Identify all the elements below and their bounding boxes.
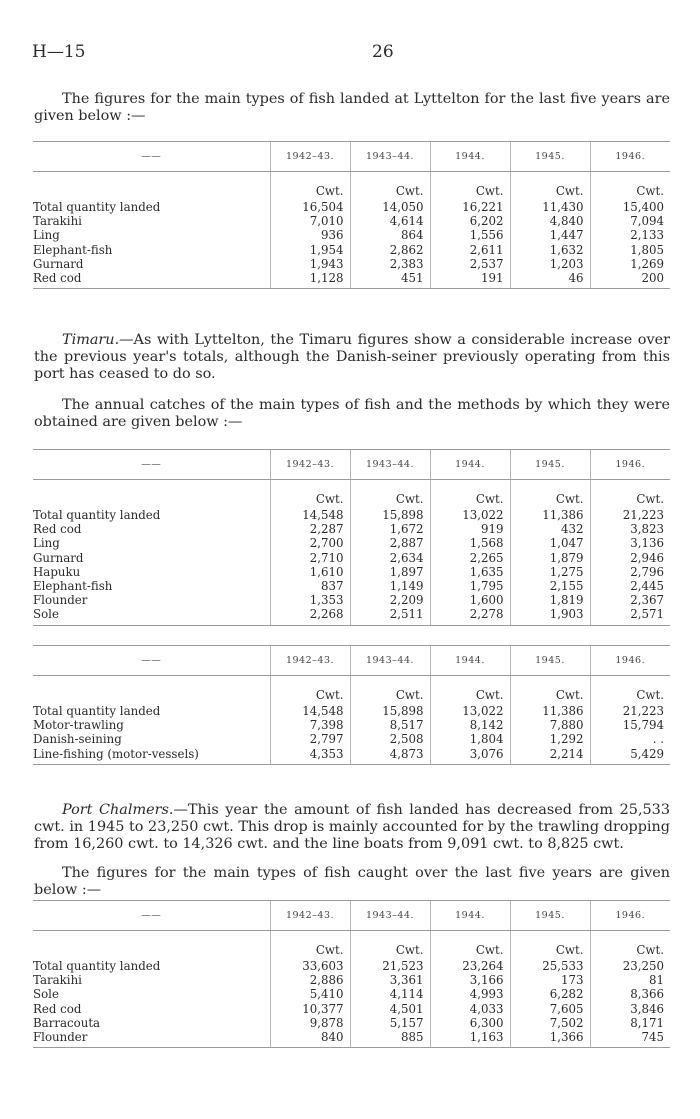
- year-header: 1946.: [590, 450, 670, 480]
- row-label: [33, 551, 270, 565]
- row-label-text: Flounder: [33, 1030, 88, 1045]
- cell-value: 33,603: [270, 959, 350, 973]
- cell-value: 2,133: [590, 228, 670, 242]
- cell-value: 13,022: [430, 508, 510, 522]
- row-label: [33, 214, 270, 228]
- cell-value: 3,846: [590, 1002, 670, 1016]
- cell-value: 2,511: [350, 607, 430, 625]
- table-row: [33, 747, 670, 765]
- table-row: [33, 214, 670, 228]
- table-row: [33, 228, 670, 242]
- cell-value: 4,614: [350, 214, 430, 228]
- cell-value: 2,946: [590, 551, 670, 565]
- page-header: [32, 42, 668, 66]
- cell-value: 5,157: [350, 1016, 430, 1030]
- cell-value: 9,878: [270, 1016, 350, 1030]
- row-label-text: Total quantity landed: [33, 508, 161, 522]
- table-row: [33, 551, 670, 565]
- cell-value: 4,873: [350, 747, 430, 765]
- cell-value: 1,149: [350, 579, 430, 593]
- unit-label: Cwt.: [270, 172, 350, 201]
- cell-value: 1,897: [350, 565, 430, 579]
- cell-value: 2,155: [510, 579, 590, 593]
- cell-value: 1,943: [270, 257, 350, 271]
- cell-value: 2,700: [270, 536, 350, 550]
- table-row: [33, 257, 670, 271]
- cell-value: 2,634: [350, 551, 430, 565]
- cell-value: 2,862: [350, 243, 430, 257]
- row-label: [33, 243, 270, 257]
- cell-value: 7,010: [270, 214, 350, 228]
- cell-value: 2,287: [270, 522, 350, 536]
- corner-dash: ——: [33, 646, 270, 676]
- corner-dash: ——: [33, 142, 270, 172]
- row-label: [33, 200, 270, 214]
- unit-label: Cwt.: [270, 931, 350, 960]
- cell-value: 1,879: [510, 551, 590, 565]
- year-header: 1943–44.: [350, 142, 430, 172]
- table-row: [33, 565, 670, 579]
- row-label-text: Sole: [33, 987, 59, 1002]
- unit-row: [33, 931, 670, 960]
- page-number: 26: [372, 42, 394, 62]
- cell-value: 432: [510, 522, 590, 536]
- cell-value: 2,268: [270, 607, 350, 625]
- cell-value: 7,502: [510, 1016, 590, 1030]
- unit-label: Cwt.: [350, 676, 430, 705]
- cell-value: 1,047: [510, 536, 590, 550]
- cell-value: 745: [590, 1030, 670, 1048]
- cell-value: 8,142: [430, 718, 510, 732]
- cell-value: 2,214: [510, 747, 590, 765]
- row-label: [33, 1016, 270, 1030]
- table-row: [33, 200, 670, 214]
- timaru-methods-table: [33, 645, 670, 765]
- cell-value: 1,610: [270, 565, 350, 579]
- cell-value: 8,366: [590, 987, 670, 1001]
- table-row: [33, 973, 670, 987]
- cell-value: 7,880: [510, 718, 590, 732]
- cell-value: 81: [590, 973, 670, 987]
- port-chalmers-paragraph: [34, 802, 670, 853]
- cell-value: 1,568: [430, 536, 510, 550]
- row-label: [33, 271, 270, 289]
- timaru-heading: Timaru.: [62, 332, 120, 348]
- year-header: 1945.: [510, 142, 590, 172]
- row-label: [33, 593, 270, 607]
- cell-value: 11,386: [510, 508, 590, 522]
- cell-value: 4,501: [350, 1002, 430, 1016]
- unit-label: Cwt.: [590, 676, 670, 705]
- port-chalmers-heading: Port Chalmers.: [62, 802, 174, 818]
- year-header: 1945.: [510, 646, 590, 676]
- year-header: 1945.: [510, 901, 590, 931]
- row-label-text: Red cod: [33, 271, 82, 286]
- cell-value: 25,533: [510, 959, 590, 973]
- cell-value: 1,556: [430, 228, 510, 242]
- cell-value: 1,353: [270, 593, 350, 607]
- port-chalmers-table: [33, 900, 670, 1048]
- cell-value: 1,805: [590, 243, 670, 257]
- year-header: 1946.: [590, 901, 670, 931]
- cell-value: 3,076: [430, 747, 510, 765]
- unit-row: [33, 172, 670, 201]
- table-row: [33, 271, 670, 289]
- timaru-intro-paragraph: The annual catches of the main types of fish and the methods by which they were obtained are given below :—: [34, 397, 670, 430]
- cell-value: 885: [350, 1030, 430, 1048]
- year-header: 1945.: [510, 450, 590, 480]
- row-label-text: Elephant-fish: [33, 579, 113, 594]
- cell-value: 8,517: [350, 718, 430, 732]
- row-label: [33, 1030, 270, 1048]
- row-label: [33, 257, 270, 271]
- cell-value: 4,033: [430, 1002, 510, 1016]
- data-table: [33, 645, 670, 765]
- cell-value: 1,903: [510, 607, 590, 625]
- row-label-text: Ling: [33, 536, 60, 551]
- row-label: [33, 1002, 270, 1016]
- unit-label: Cwt.: [430, 676, 510, 705]
- cell-value: 8,171: [590, 1016, 670, 1030]
- year-header: 1944.: [430, 450, 510, 480]
- unit-label: Cwt.: [430, 931, 510, 960]
- row-label-text: Tarakihi: [33, 973, 82, 988]
- cell-value: 21,223: [590, 704, 670, 718]
- cell-value: 3,361: [350, 973, 430, 987]
- table-row: [33, 607, 670, 625]
- cell-value: 2,278: [430, 607, 510, 625]
- cell-value: 7,398: [270, 718, 350, 732]
- unit-label: Cwt.: [350, 931, 430, 960]
- table-row: [33, 1016, 670, 1030]
- cell-value: 2,886: [270, 973, 350, 987]
- cell-value: 2,265: [430, 551, 510, 565]
- header-row: [33, 450, 670, 480]
- port-chalmers-paragraph-text: —This year the amount of fish landed has decreased from 25,533 cwt. in 1945 to 23,250 cwt. This drop is mainly accounted for by the trawling dropping from 16,260 cwt. to 14,326 cwt. and the line boats from 9,091 cwt. to 8,825 cwt.: [34, 802, 670, 852]
- year-header: 1946.: [590, 646, 670, 676]
- row-label-text: Flounder: [33, 593, 88, 608]
- cell-value: 173: [510, 973, 590, 987]
- cell-value: 4,840: [510, 214, 590, 228]
- row-label: [33, 508, 270, 522]
- cell-value: 21,223: [590, 508, 670, 522]
- cell-value: 2,367: [590, 593, 670, 607]
- cell-value: 864: [350, 228, 430, 242]
- year-header: 1943–44.: [350, 901, 430, 931]
- unit-label: Cwt.: [430, 172, 510, 201]
- row-label: [33, 228, 270, 242]
- year-header: 1942–43.: [270, 450, 350, 480]
- cell-value: 1,269: [590, 257, 670, 271]
- unit-label: Cwt.: [270, 480, 350, 509]
- cell-value: 15,400: [590, 200, 670, 214]
- timaru-paragraph: [34, 332, 670, 383]
- cell-value: 4,114: [350, 987, 430, 1001]
- table-row: [33, 1002, 670, 1016]
- cell-value: 2,445: [590, 579, 670, 593]
- cell-value: 16,504: [270, 200, 350, 214]
- row-label-text: Total quantity landed: [33, 704, 161, 718]
- cell-value: 15,898: [350, 704, 430, 718]
- cell-value: 21,523: [350, 959, 430, 973]
- cell-value: 15,794: [590, 718, 670, 732]
- cell-value: 837: [270, 579, 350, 593]
- cell-value: 14,548: [270, 508, 350, 522]
- cell-value: 14,050: [350, 200, 430, 214]
- table-row: [33, 1030, 670, 1048]
- cell-value: 191: [430, 271, 510, 289]
- unit-row: [33, 676, 670, 705]
- corner-dash: ——: [33, 901, 270, 931]
- table-row: [33, 718, 670, 732]
- lyttelton-intro-paragraph: The figures for the main types of fish landed at Lyttelton for the last five years are given below :—: [34, 91, 670, 124]
- unit-label: Cwt.: [510, 480, 590, 509]
- cell-value: 1,366: [510, 1030, 590, 1048]
- cell-value: 1,632: [510, 243, 590, 257]
- unit-row: [33, 480, 670, 509]
- unit-label: Cwt.: [590, 172, 670, 201]
- cell-value: 23,264: [430, 959, 510, 973]
- cell-value: 6,202: [430, 214, 510, 228]
- cell-value: 23,250: [590, 959, 670, 973]
- cell-value: 4,353: [270, 747, 350, 765]
- row-label-text: Hapuku: [33, 564, 81, 579]
- timaru-paragraph-text: —As with Lyttelton, the Timaru figures show a considerable increase over the previous year's totals, although the Danish-seiner previously operating from this port has ceased to do so.: [34, 332, 670, 382]
- unit-label: Cwt.: [270, 676, 350, 705]
- row-label-text: Ling: [33, 228, 60, 243]
- cell-value: 1,128: [270, 271, 350, 289]
- row-label-text: Barracouta: [33, 1015, 101, 1030]
- year-header: 1942–43.: [270, 142, 350, 172]
- cell-value: 6,300: [430, 1016, 510, 1030]
- header-row: [33, 646, 670, 676]
- data-table: [33, 141, 670, 289]
- cell-value: 2,797: [270, 732, 350, 746]
- row-label: [33, 732, 270, 746]
- row-label-text: Total quantity landed: [33, 959, 161, 973]
- table-row: [33, 704, 670, 718]
- row-label-text: Line-fishing (motor-vessels): [33, 746, 199, 761]
- document-reference: H—15: [32, 42, 86, 62]
- cell-value: 2,796: [590, 565, 670, 579]
- table-row: [33, 522, 670, 536]
- cell-value: 1,292: [510, 732, 590, 746]
- year-header: 1946.: [590, 142, 670, 172]
- row-label: [33, 536, 270, 550]
- row-label: [33, 987, 270, 1001]
- row-label: [33, 704, 270, 718]
- cell-value: . .: [590, 732, 670, 746]
- table-row: [33, 732, 670, 746]
- cell-value: 6,282: [510, 987, 590, 1001]
- cell-value: 2,611: [430, 243, 510, 257]
- cell-value: 1,275: [510, 565, 590, 579]
- cell-value: 7,605: [510, 1002, 590, 1016]
- year-header: 1943–44.: [350, 450, 430, 480]
- unit-label: Cwt.: [350, 172, 430, 201]
- row-label-text: Gurnard: [33, 256, 84, 271]
- year-header: 1943–44.: [350, 646, 430, 676]
- cell-value: 7,094: [590, 214, 670, 228]
- row-label: [33, 718, 270, 732]
- data-table: [33, 900, 670, 1048]
- cell-value: 1,203: [510, 257, 590, 271]
- cell-value: 5,429: [590, 747, 670, 765]
- cell-value: 11,386: [510, 704, 590, 718]
- row-label: [33, 565, 270, 579]
- table-row: [33, 243, 670, 257]
- unit-label: Cwt.: [590, 931, 670, 960]
- table-row: [33, 959, 670, 973]
- cell-value: 1,819: [510, 593, 590, 607]
- row-label: [33, 607, 270, 625]
- table-row: [33, 987, 670, 1001]
- cell-value: 1,954: [270, 243, 350, 257]
- cell-value: 4,993: [430, 987, 510, 1001]
- cell-value: 451: [350, 271, 430, 289]
- cell-value: 2,571: [590, 607, 670, 625]
- header-row: [33, 142, 670, 172]
- year-header: 1942–43.: [270, 901, 350, 931]
- table-row: [33, 579, 670, 593]
- unit-label: Cwt.: [590, 480, 670, 509]
- row-label-text: Elephant-fish: [33, 242, 113, 257]
- cell-value: 5,410: [270, 987, 350, 1001]
- cell-value: 15,898: [350, 508, 430, 522]
- cell-value: 2,537: [430, 257, 510, 271]
- year-header: 1944.: [430, 142, 510, 172]
- row-label-text: Danish-seining: [33, 732, 122, 747]
- row-label-text: Gurnard: [33, 550, 84, 565]
- cell-value: 11,430: [510, 200, 590, 214]
- cell-value: 3,166: [430, 973, 510, 987]
- cell-value: 10,377: [270, 1002, 350, 1016]
- table-row: [33, 536, 670, 550]
- row-label-text: Red cod: [33, 1001, 82, 1016]
- unit-label: Cwt.: [350, 480, 430, 509]
- table-row: [33, 593, 670, 607]
- row-label-text: Total quantity landed: [33, 200, 161, 214]
- cell-value: 1,672: [350, 522, 430, 536]
- cell-value: 13,022: [430, 704, 510, 718]
- cell-value: 2,887: [350, 536, 430, 550]
- year-header: 1944.: [430, 646, 510, 676]
- cell-value: 919: [430, 522, 510, 536]
- timaru-species-table: [33, 449, 670, 626]
- row-label-text: Tarakihi: [33, 214, 82, 229]
- year-header: 1944.: [430, 901, 510, 931]
- cell-value: 200: [590, 271, 670, 289]
- row-label: [33, 747, 270, 765]
- row-label-text: Red cod: [33, 522, 82, 537]
- table-row: [33, 508, 670, 522]
- cell-value: 1,804: [430, 732, 510, 746]
- header-row: [33, 901, 670, 931]
- row-label: [33, 522, 270, 536]
- cell-value: 16,221: [430, 200, 510, 214]
- cell-value: 1,635: [430, 565, 510, 579]
- row-label: [33, 973, 270, 987]
- unit-label: Cwt.: [430, 480, 510, 509]
- cell-value: 1,600: [430, 593, 510, 607]
- cell-value: 936: [270, 228, 350, 242]
- cell-value: 1,163: [430, 1030, 510, 1048]
- cell-value: 1,795: [430, 579, 510, 593]
- corner-dash: ——: [33, 450, 270, 480]
- year-header: 1942–43.: [270, 646, 350, 676]
- lyttelton-table: [33, 141, 670, 289]
- row-label-text: Sole: [33, 607, 59, 622]
- row-label-text: Motor-trawling: [33, 718, 124, 733]
- cell-value: 840: [270, 1030, 350, 1048]
- cell-value: 3,823: [590, 522, 670, 536]
- data-table: [33, 449, 670, 626]
- row-label: [33, 959, 270, 973]
- unit-label: Cwt.: [510, 676, 590, 705]
- port-chalmers-intro-paragraph: The figures for the main types of fish caught over the last five years are given below :—: [34, 865, 670, 898]
- cell-value: 2,383: [350, 257, 430, 271]
- cell-value: 3,136: [590, 536, 670, 550]
- cell-value: 14,548: [270, 704, 350, 718]
- cell-value: 1,447: [510, 228, 590, 242]
- cell-value: 46: [510, 271, 590, 289]
- unit-label: Cwt.: [510, 172, 590, 201]
- unit-label: Cwt.: [510, 931, 590, 960]
- cell-value: 2,209: [350, 593, 430, 607]
- row-label: [33, 579, 270, 593]
- cell-value: 2,508: [350, 732, 430, 746]
- cell-value: 2,710: [270, 551, 350, 565]
